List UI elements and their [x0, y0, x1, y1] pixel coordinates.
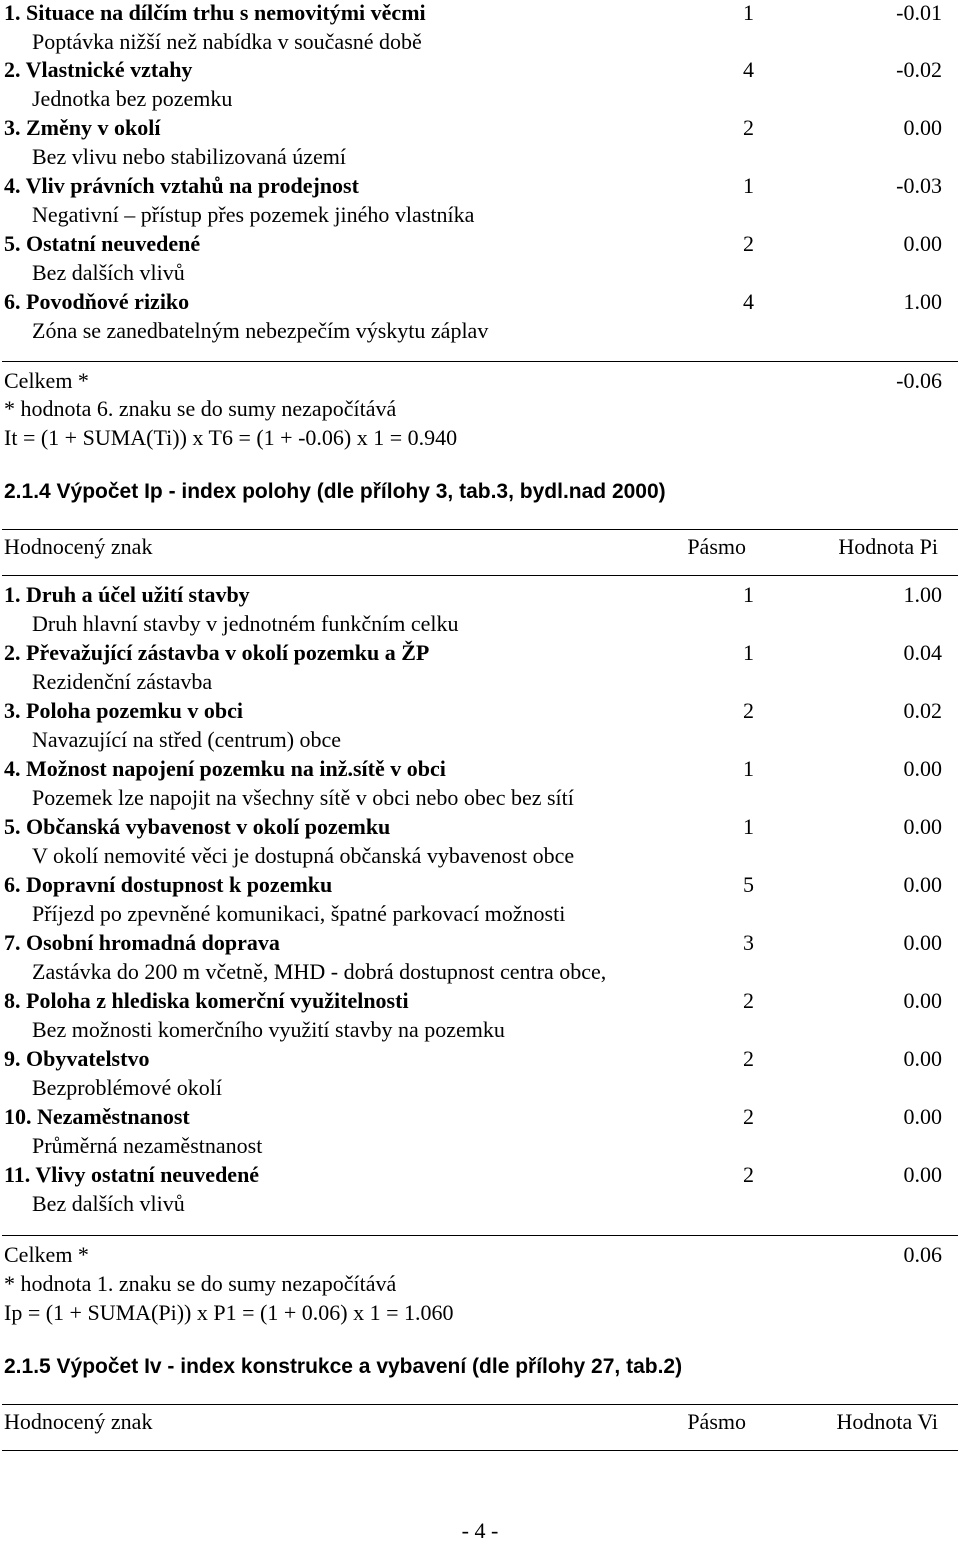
divider — [2, 529, 958, 530]
row-desc: Průměrná nezaměstnanost — [32, 1133, 263, 1158]
table-header — [4, 532, 954, 562]
row-pasmo: 2 — [743, 988, 754, 1013]
row-value: 0.04 — [903, 640, 942, 665]
table-row — [0, 812, 960, 841]
row-description — [0, 84, 960, 113]
table-row — [0, 638, 960, 667]
section-title: 2.1.5 Výpočet Iv - index konstrukce a vybavení (dle přílohy 27, tab.2) — [4, 1355, 683, 1378]
total-label: Celkem * — [4, 368, 89, 393]
row-name: 4. Vliv právních vztahů na prodejnost — [4, 173, 359, 198]
row-name: 2. Převažující zástavba v okolí pozemku a ŽP — [4, 640, 430, 665]
row-desc: Bez vlivu nebo stabilizovaná území — [32, 144, 347, 169]
row-desc: Bez možnosti komerčního využití stavby na pozemku — [32, 1017, 505, 1042]
page-number: - 4 - — [461, 1518, 499, 1543]
table-row — [0, 870, 960, 899]
table-row — [0, 0, 960, 27]
row-name: 2. Vlastnické vztahy — [4, 57, 193, 82]
row-description — [0, 841, 960, 870]
row-description — [0, 899, 960, 928]
table-row — [0, 696, 960, 725]
row-description — [0, 1073, 960, 1102]
note: * hodnota 1. znaku se do sumy nezapočítává — [4, 1271, 397, 1296]
row-value: 0.02 — [903, 698, 942, 723]
row-pasmo: 4 — [743, 57, 754, 82]
table-row — [0, 171, 960, 200]
row-name: 6. Dopravní dostupnost k pozemku — [4, 872, 333, 897]
row-pasmo: 1 — [743, 582, 754, 607]
row-desc: Bez dalších vlivů — [32, 1191, 185, 1216]
header-col-pasmo: Pásmo — [687, 1409, 746, 1434]
row-description — [0, 142, 960, 171]
row-description — [0, 258, 960, 287]
row-description — [0, 1015, 960, 1044]
section-title: 2.1.4 Výpočet Ip - index polohy (dle přílohy 3, tab.3, bydl.nad 2000) — [4, 480, 666, 503]
row-value: 1.00 — [903, 289, 942, 314]
row-name: 6. Povodňové riziko — [4, 289, 190, 314]
row-desc: Jednotka bez pozemku — [32, 86, 233, 111]
row-description — [0, 200, 960, 229]
table-row — [0, 754, 960, 783]
row-value: 0.00 — [903, 872, 942, 897]
total-label: Celkem * — [4, 1242, 89, 1267]
row-value: 1.00 — [903, 582, 942, 607]
table-row — [0, 580, 960, 609]
row-value: 0.00 — [903, 756, 942, 781]
row-name: 9. Obyvatelstvo — [4, 1046, 150, 1071]
divider — [2, 1404, 958, 1405]
row-description — [0, 957, 960, 986]
row-value: 0.00 — [903, 231, 942, 256]
header-col-pasmo: Pásmo — [687, 534, 746, 559]
row-value: 0.00 — [903, 930, 942, 955]
total-row — [0, 366, 960, 395]
row-name: 3. Poloha pozemku v obci — [4, 698, 243, 723]
row-desc: Navazující na střed (centrum) obce — [32, 727, 342, 752]
row-value: 0.00 — [903, 1104, 942, 1129]
row-pasmo: 1 — [743, 0, 754, 25]
row-description — [0, 609, 960, 638]
row-desc: Zastávka do 200 m včetně, MHD - dobrá dostupnost centra obce, — [32, 959, 607, 984]
total-row — [0, 1240, 960, 1269]
row-name: 5. Ostatní neuvedené — [4, 231, 201, 256]
total-value: -0.06 — [896, 368, 942, 393]
row-value: 0.00 — [903, 814, 942, 839]
table-row — [0, 986, 960, 1015]
divider — [2, 575, 958, 576]
row-value: -0.02 — [896, 57, 942, 82]
row-value: 0.00 — [903, 115, 942, 140]
divider — [2, 1450, 958, 1451]
row-name: 1. Situace na dílčím trhu s nemovitými věcmi — [4, 0, 426, 25]
table-row — [0, 1160, 960, 1189]
divider — [2, 1235, 958, 1236]
row-pasmo: 2 — [743, 1104, 754, 1129]
row-desc: Poptávka nižší než nabídka v současné době — [32, 29, 422, 54]
row-name: 4. Možnost napojení pozemku na inž.sítě v obci — [4, 756, 446, 781]
row-name: 5. Občanská vybavenost v okolí pozemku — [4, 814, 391, 839]
row-value: -0.01 — [896, 0, 942, 25]
table-header — [4, 1407, 954, 1437]
row-pasmo: 1 — [743, 814, 754, 839]
row-desc: Bez dalších vlivů — [32, 260, 185, 285]
row-name: 11. Vlivy ostatní neuvedené — [4, 1162, 260, 1187]
row-desc: Negativní – přístup přes pozemek jiného vlastníka — [32, 202, 475, 227]
row-pasmo: 1 — [743, 640, 754, 665]
header-col-znak: Hodnocený znak — [4, 1409, 153, 1434]
row-pasmo: 2 — [743, 231, 754, 256]
row-description — [0, 316, 960, 345]
row-value: 0.00 — [903, 1046, 942, 1071]
row-description — [0, 783, 960, 812]
row-name: 10. Nezaměstnanost — [4, 1104, 190, 1129]
row-pasmo: 5 — [743, 872, 754, 897]
header-col-znak: Hodnocený znak — [4, 534, 153, 559]
row-name: 7. Osobní hromadná doprava — [4, 930, 280, 955]
row-pasmo: 2 — [743, 698, 754, 723]
row-pasmo: 1 — [743, 173, 754, 198]
row-name: 3. Změny v okolí — [4, 115, 161, 140]
row-value: -0.03 — [896, 173, 942, 198]
row-description — [0, 667, 960, 696]
note: * hodnota 6. znaku se do sumy nezapočítává — [4, 396, 397, 421]
row-description — [0, 1131, 960, 1160]
row-name: 8. Poloha z hlediska komerční využitelnosti — [4, 988, 409, 1013]
header-col-hodnota: Hodnota Pi — [838, 534, 938, 559]
table-row — [0, 229, 960, 258]
row-description — [0, 1189, 960, 1218]
row-description — [0, 27, 960, 56]
divider — [2, 361, 958, 362]
table-row — [0, 113, 960, 142]
table-row — [0, 1044, 960, 1073]
row-pasmo: 2 — [743, 115, 754, 140]
formula: It = (1 + SUMA(Ti)) x T6 = (1 + -0.06) x 1 = 0.940 — [4, 425, 458, 450]
row-description — [0, 725, 960, 754]
formula: Ip = (1 + SUMA(Pi)) x P1 = (1 + 0.06) x 1 = 1.060 — [4, 1300, 454, 1325]
row-desc: Rezidenční zástavba — [32, 669, 213, 694]
row-desc: Pozemek lze napojit na všechny sítě v obci nebo obec bez sítí — [32, 785, 574, 810]
row-value: 0.00 — [903, 1162, 942, 1187]
table-row — [0, 1102, 960, 1131]
row-pasmo: 4 — [743, 289, 754, 314]
row-desc: V okolí nemovité věci je dostupná občanská vybavenost obce — [32, 843, 575, 868]
row-pasmo: 3 — [743, 930, 754, 955]
row-pasmo: 2 — [743, 1162, 754, 1187]
row-desc: Bezproblémové okolí — [32, 1075, 223, 1100]
table-row — [0, 928, 960, 957]
row-desc: Zóna se zanedbatelným nebezpečím výskytu záplav — [32, 318, 489, 343]
row-value: 0.00 — [903, 988, 942, 1013]
row-pasmo: 2 — [743, 1046, 754, 1071]
row-pasmo: 1 — [743, 756, 754, 781]
row-desc: Příjezd po zpevněné komunikaci, špatné parkovací možnosti — [32, 901, 566, 926]
header-col-hodnota: Hodnota Vi — [836, 1409, 938, 1434]
row-desc: Druh hlavní stavby v jednotném funkčním celku — [32, 611, 459, 636]
table-row — [0, 287, 960, 316]
total-value: 0.06 — [903, 1242, 942, 1267]
table-row — [0, 55, 960, 84]
row-name: 1. Druh a účel užití stavby — [4, 582, 250, 607]
